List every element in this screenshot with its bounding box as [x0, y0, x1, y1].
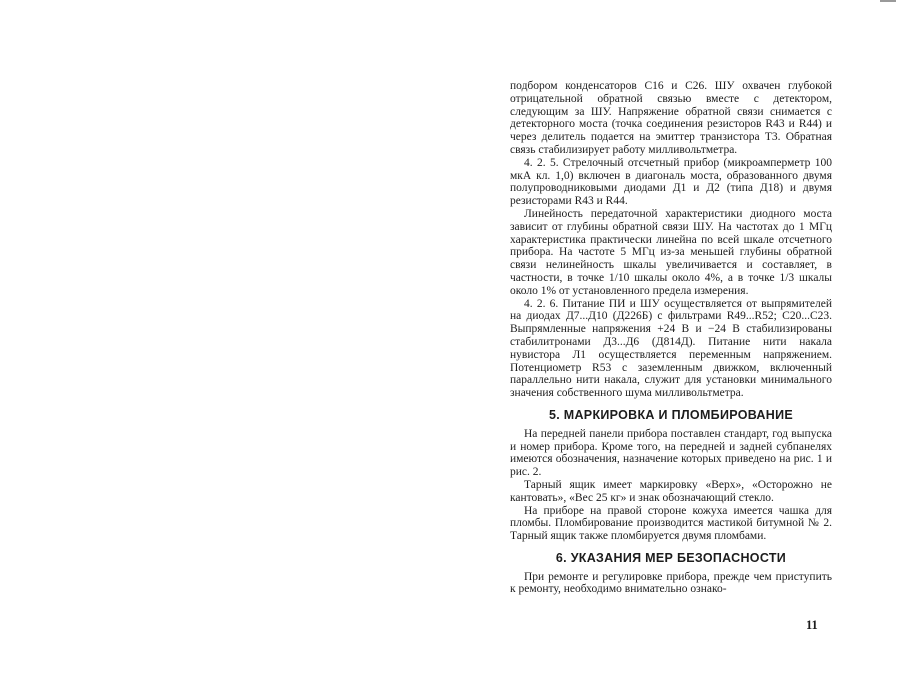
paragraph: 4. 2. 5. Стрелочный отсчетный прибор (микроамперметр 100 мкА кл. 1,0) включен в диагональ моста, образованного двумя полупроводниковыми диодами Д1 и Д2 (типа Д18) и двумя резисторами R43 и R44. [510, 156, 832, 208]
paragraph: 4. 2. 6. Питание ПИ и ШУ осуществляется от выпрямителей на диодах Д7...Д10 (Д226Б) с фильтрами R49...R52; С20...С23. Выпрямленные напряжения +24 В и −24 В стабилизированы стабилитронами Д3...Д6 (Д814Д). Питание нити накала нувистора Л1 осуществляется переменным напряжением. Потенциометр R53 с заземленным движком, включенный параллельно нити накала, служит для установки минимального значения собственного шума милливольтметра. [510, 297, 832, 400]
paragraph: подбором конденсаторов С16 и С26. ШУ охвачен глубокой отрицательной обратной связью вместе с детектором, следующим за ШУ. Напряжение обратной связи снимается с детекторного моста (точка соединения резисторов R43 и R44) и через делитель подается на эмиттер транзистора Т3. Обратная связь стабилизирует работу милливольтметра. [510, 80, 832, 156]
paragraph: При ремонте и регулировке прибора, прежде чем приступить к ремонту, необходимо внимательно ознако- [510, 570, 832, 596]
page-number: 11 [806, 618, 818, 632]
text-column [510, 80, 832, 596]
section-heading: 6. УКАЗАНИЯ МЕР БЕЗОПАСНОСТИ [555, 550, 787, 565]
scan-edge-mark [880, 0, 896, 2]
paragraph: Тарный ящик имеет маркировку «Верх», «Осторожно не кантовать», «Вес 25 кг» и знак обозначающий стекло. [510, 478, 832, 504]
paragraph: Линейность передаточной характеристики диодного моста зависит от глубины обратной связи ШУ. На частотах до 1 МГц характеристика практически линейна по всей шкале отсчетного прибора. На частоте 5 МГц из-за меньшей глубины обратной связи нелинейность шкалы увеличивается и составляет, в частности, в точке 1/10 шкалы около 4%, а в точке 1/3 шкалы около 1% от установленного предела измерения. [510, 207, 832, 297]
paragraph: На передней панели прибора поставлен стандарт, год выпуска и номер прибора. Кроме того, на передней и задней субпанелях имеются обозначения, назначение которых приведено на рис. 1 и рис. 2. [510, 427, 832, 479]
paragraph: На приборе на правой стороне кожуха имеется чашка для пломбы. Пломбирование производится мастикой битумной № 2. Тарный ящик также пломбируется двумя пломбами. [510, 504, 832, 543]
section-heading: 5. МАРКИРОВКА И ПЛОМБИРОВАНИЕ [548, 407, 794, 422]
